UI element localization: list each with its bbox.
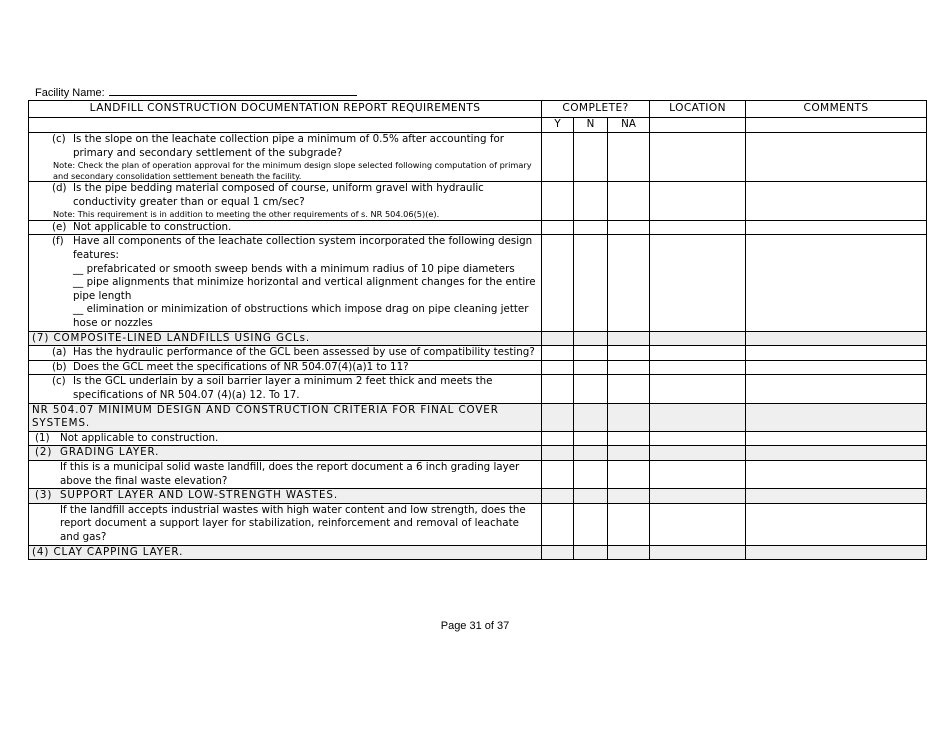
y-cell[interactable] (542, 220, 574, 235)
facility-name-line (35, 86, 357, 99)
item-label: (2) (35, 446, 53, 459)
header-location: LOCATION (650, 101, 746, 118)
section-row (29, 403, 927, 431)
requirement-cell (29, 133, 542, 182)
y-cell[interactable] (542, 346, 574, 361)
na-cell[interactable] (608, 375, 650, 403)
comments-cell[interactable] (746, 375, 927, 403)
blank-cell (650, 489, 746, 504)
blank-cell (574, 403, 608, 431)
na-cell[interactable] (608, 431, 650, 446)
blank-cell (650, 545, 746, 560)
requirement-cell (29, 220, 542, 235)
blank-cell (608, 489, 650, 504)
item-label: (c) (52, 375, 66, 388)
header-na: NA (608, 118, 650, 133)
y-cell[interactable] (542, 460, 574, 488)
item-label: (c) (52, 133, 66, 145)
header-complete: COMPLETE? (542, 101, 650, 118)
comments-cell[interactable] (746, 460, 927, 488)
n-cell[interactable] (574, 460, 608, 488)
item-text: Not applicable to construction. (73, 220, 232, 233)
location-cell[interactable] (650, 220, 746, 235)
requirement-cell (29, 235, 542, 331)
blank-cell (608, 403, 650, 431)
n-cell[interactable] (574, 182, 608, 221)
blank-cell (650, 403, 746, 431)
na-cell[interactable] (608, 346, 650, 361)
blank-cell (574, 545, 608, 560)
blank-cell (608, 545, 650, 560)
blank-cell (746, 489, 927, 504)
item-text: Not applicable to construction. (60, 431, 219, 444)
requirement-cell (29, 431, 542, 446)
item-label: (a) (52, 346, 67, 359)
item-label: (1) (35, 431, 50, 444)
blank-cell (574, 331, 608, 346)
item-text: Have all components of the leachate collection system incorporated the following design features: (73, 235, 533, 262)
na-cell[interactable] (608, 503, 650, 545)
requirement-cell (29, 182, 542, 221)
n-cell[interactable] (574, 360, 608, 375)
comments-cell[interactable] (746, 235, 927, 331)
comments-cell[interactable] (746, 360, 927, 375)
item-label: (b) (52, 360, 67, 373)
blank-cell (542, 331, 574, 346)
item-note: Note: This requirement is in addition to meeting the other requirements of s. NR 504.06(5)(e). (53, 209, 440, 220)
comments-cell[interactable] (746, 220, 927, 235)
blank-cell (542, 489, 574, 504)
section-heading (29, 446, 542, 461)
section-row (29, 489, 927, 504)
item-label: (d) (52, 182, 67, 195)
blank-cell (650, 118, 746, 133)
requirement-cell: If this is a municipal solid waste landfill, does the report document a 6 inch grading layer above the final waste elevation? (29, 460, 542, 488)
n-cell[interactable] (574, 346, 608, 361)
table-row (29, 346, 927, 361)
n-cell[interactable] (574, 133, 608, 182)
y-cell[interactable] (542, 133, 574, 182)
item-text: Has the hydraulic performance of the GCL been assessed by use of compatibility testing? (73, 346, 535, 359)
feature-item: __ pipe alignments that minimize horizontal and vertical alignment changes for the entire pipe length (73, 276, 536, 302)
location-cell[interactable] (650, 182, 746, 221)
blank-cell (542, 446, 574, 461)
location-cell[interactable] (650, 431, 746, 446)
header-n: N (574, 118, 608, 133)
location-cell[interactable] (650, 346, 746, 361)
requirement-cell (29, 346, 542, 361)
n-cell[interactable] (574, 235, 608, 331)
section-row (29, 331, 927, 346)
item-label: (f) (52, 235, 64, 248)
section-row (29, 446, 927, 461)
blank-cell (29, 118, 542, 133)
facility-name-field[interactable] (109, 86, 357, 96)
blank-cell (542, 403, 574, 431)
facility-name-label: Facility Name: (35, 87, 105, 99)
location-cell[interactable] (650, 360, 746, 375)
blank-cell (574, 446, 608, 461)
item-text: Is the slope on the leachate collection pipe a minimum of 0.5% after accounting for primary and secondary settlement of the subgrade? (73, 133, 505, 159)
item-label: (e) (52, 220, 67, 233)
blank-cell (746, 403, 927, 431)
table-row (29, 182, 927, 221)
n-cell[interactable] (574, 375, 608, 403)
item-text: Does the GCL meet the specifications of NR 504.07(4)(a)1 to 11? (73, 360, 409, 373)
y-cell[interactable] (542, 375, 574, 403)
header-comments: COMMENTS (746, 101, 927, 118)
location-cell[interactable] (650, 375, 746, 403)
na-cell[interactable] (608, 460, 650, 488)
table-row (29, 503, 927, 545)
blank-cell (746, 545, 927, 560)
header-y: Y (542, 118, 574, 133)
section-heading (29, 489, 542, 504)
location-cell[interactable] (650, 235, 746, 331)
section-heading: (7) COMPOSITE-LINED LANDFILLS USING GCLs. (29, 331, 542, 346)
comments-cell[interactable] (746, 182, 927, 221)
blank-cell (608, 331, 650, 346)
item-text: Is the pipe bedding material composed of course, uniform gravel with hydraulic conductivity greater than or equal 1 cm/sec? (73, 182, 484, 208)
location-cell[interactable] (650, 133, 746, 182)
y-cell[interactable] (542, 431, 574, 446)
na-cell[interactable] (608, 235, 650, 331)
subheader-row (29, 118, 927, 133)
blank-cell (746, 446, 927, 461)
section-row (29, 545, 927, 560)
section-heading: (4) CLAY CAPPING LAYER. (29, 545, 542, 560)
item-label: (3) (35, 489, 53, 502)
table-row (29, 375, 927, 403)
section-heading: NR 504.07 MINIMUM DESIGN AND CONSTRUCTION CRITERIA FOR FINAL COVER SYSTEMS. (29, 403, 542, 431)
na-cell[interactable] (608, 220, 650, 235)
item-text: GRADING LAYER. (60, 446, 160, 459)
table-row (29, 431, 927, 446)
comments-cell[interactable] (746, 346, 927, 361)
na-cell[interactable] (608, 182, 650, 221)
blank-cell (746, 118, 927, 133)
table-row (29, 235, 927, 331)
requirement-cell: If the landfill accepts industrial wastes with high water content and low strength, does the report document a support layer for stabilization, reinforcement and removal of leachate and gas? (29, 503, 542, 545)
comments-cell[interactable] (746, 503, 927, 545)
item-text: SUPPORT LAYER AND LOW-STRENGTH WASTES. (60, 489, 339, 502)
blank-cell (746, 331, 927, 346)
location-cell[interactable] (650, 460, 746, 488)
feature-item: __ elimination or minimization of obstructions which impose drag on pipe cleaning jetter hose or nozzles (73, 303, 529, 330)
n-cell[interactable] (574, 220, 608, 235)
requirements-table (28, 100, 927, 560)
comments-cell[interactable] (746, 133, 927, 182)
requirement-cell (29, 360, 542, 375)
y-cell[interactable] (542, 503, 574, 545)
n-cell[interactable] (574, 503, 608, 545)
y-cell[interactable] (542, 182, 574, 221)
comments-cell[interactable] (746, 431, 927, 446)
table-row (29, 133, 927, 182)
location-cell[interactable] (650, 503, 746, 545)
blank-cell (542, 545, 574, 560)
na-cell[interactable] (608, 360, 650, 375)
na-cell[interactable] (608, 133, 650, 182)
header-requirements: LANDFILL CONSTRUCTION DOCUMENTATION REPORT REQUIREMENTS (29, 101, 542, 118)
blank-cell (650, 331, 746, 346)
blank-cell (650, 446, 746, 461)
y-cell[interactable] (542, 235, 574, 331)
page-number: Page 31 of 37 (440, 620, 510, 632)
feature-item: __ prefabricated or smooth sweep bends with a minimum radius of 10 pipe diameters (73, 262, 515, 275)
item-text: Is the GCL underlain by a soil barrier layer a minimum 2 feet thick and meets the specifications of NR 504.07 (4)(a) 12. To 17. (73, 375, 493, 401)
header-row (29, 101, 927, 118)
table-row (29, 460, 927, 488)
table-row (29, 220, 927, 235)
table-row (29, 360, 927, 375)
blank-cell (608, 446, 650, 461)
y-cell[interactable] (542, 360, 574, 375)
item-note: Note: Check the plan of operation approval for the minimum design slope selected following computation of primary and secondary consolidation settlement beneath the facility. (53, 160, 532, 181)
n-cell[interactable] (574, 431, 608, 446)
requirement-cell (29, 375, 542, 403)
blank-cell (574, 489, 608, 504)
